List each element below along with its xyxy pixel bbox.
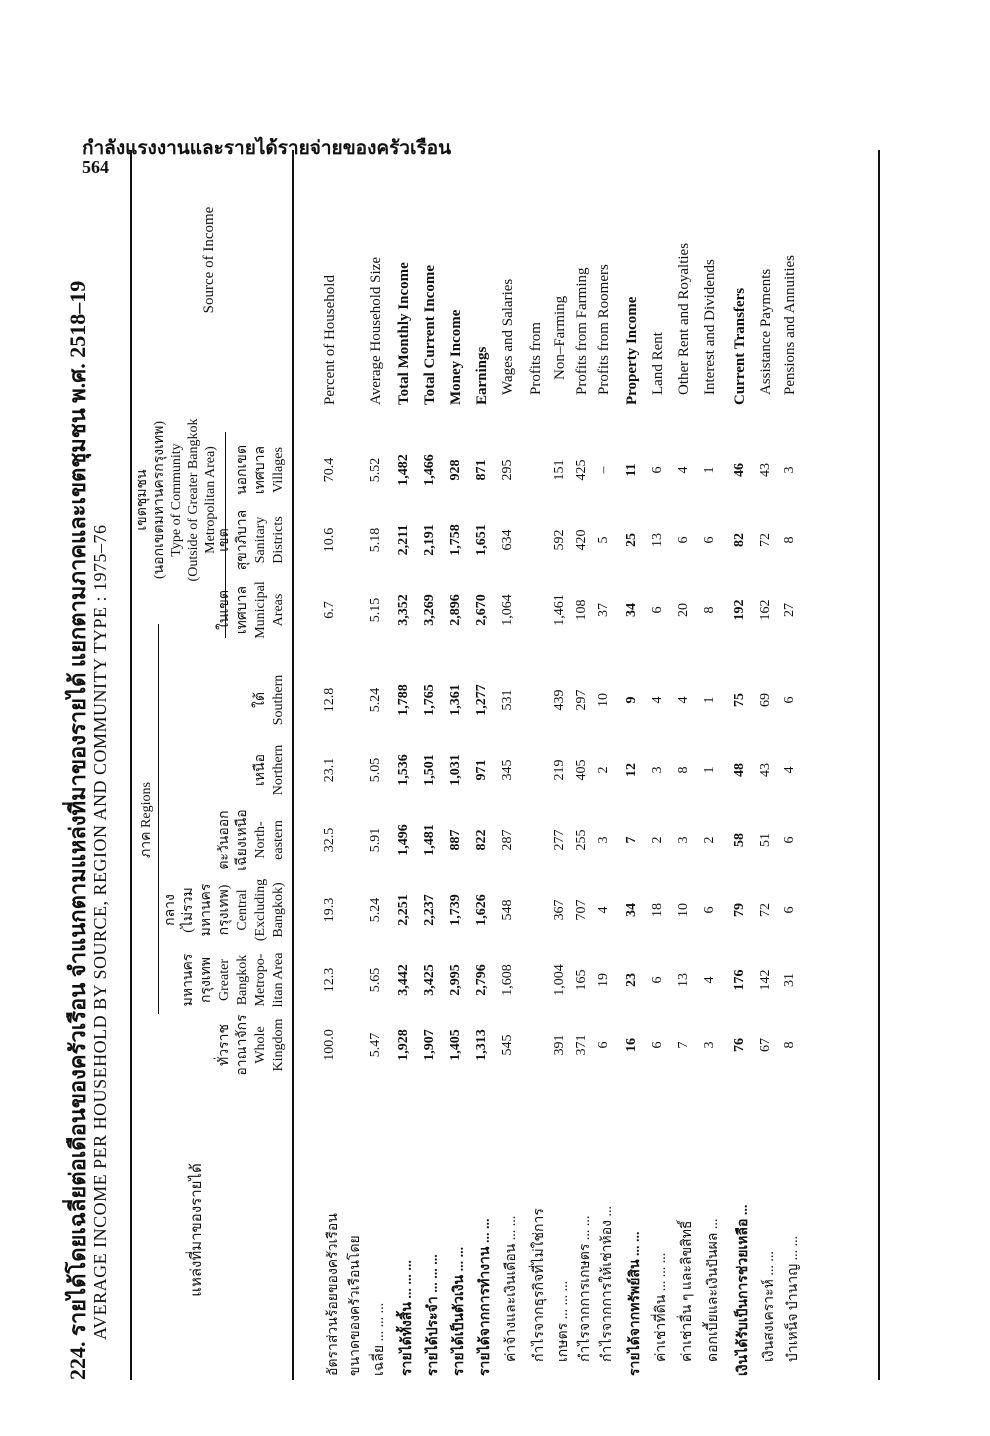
- row-label-english: Profits from: [528, 322, 544, 395]
- table-cell: 4: [702, 976, 717, 984]
- table-cell: 2,995: [448, 964, 463, 996]
- table-cell: 43: [758, 463, 773, 477]
- table-cell: 75: [732, 693, 747, 707]
- community-header-line: (นอกเขตมหานครกรุงเทพ): [152, 420, 167, 580]
- column-header-line: สุขาภิบาล: [235, 509, 250, 571]
- table-cell: 255: [574, 829, 589, 851]
- row-label-thai: รายได้เป็นตัวเงิน ... ...: [452, 1246, 467, 1376]
- table-cell: 3: [782, 466, 797, 474]
- column-header-line: Municipal: [253, 581, 268, 639]
- table-cell: 142: [758, 969, 773, 991]
- table-cell: 176: [732, 969, 747, 991]
- table-cell: 592: [552, 529, 567, 551]
- table-cell: 46: [732, 463, 747, 477]
- running-header: กำลังแรงงานและรายได้รายจ่ายของครัวเรือน: [82, 138, 452, 159]
- table-cell: 1,536: [396, 754, 411, 786]
- column-header-line: litan Area: [271, 952, 286, 1008]
- column-header-line: กลาง: [163, 894, 178, 926]
- table-cell: 19.3: [322, 897, 337, 923]
- table-cell: 1,788: [396, 684, 411, 716]
- table-cell: 1,739: [448, 894, 463, 926]
- row-label-english: Other Rent and Royalties: [676, 242, 692, 395]
- column-header-line: มหานคร: [199, 883, 214, 937]
- table-cell: 822: [474, 829, 489, 851]
- table-cell: 1: [702, 766, 717, 774]
- row-label-english: Interest and Dividends: [702, 259, 718, 395]
- table-cell: 6: [650, 606, 665, 614]
- row-label-english: Assistance Payments: [758, 268, 774, 395]
- table-cell: 5.18: [368, 527, 383, 553]
- table-cell: 1,277: [474, 684, 489, 716]
- table-cell: 16: [624, 1038, 639, 1052]
- table-cell: 2,237: [422, 894, 437, 926]
- table-cell: 5.15: [368, 597, 383, 623]
- table-cell: 6: [650, 466, 665, 474]
- column-header-line: เฉียงเหนือ: [235, 809, 250, 871]
- table-cell: 1,004: [552, 964, 567, 996]
- row-label-english: Non–Farming: [552, 295, 568, 380]
- row-label-english: Profits from Farming: [574, 267, 590, 395]
- row-label-thai: เฉลี่ย ... ... ...: [372, 1302, 387, 1376]
- table-cell: 4: [650, 696, 665, 704]
- row-label-thai: เงินสงเคราะห์ ... ...: [762, 1251, 777, 1362]
- row-label-thai: ค่าเช่าอื่น ๆ และลิขสิทธิ์: [680, 1220, 695, 1362]
- table-cell: 5.47: [368, 1032, 383, 1058]
- table-cell: 11: [624, 463, 639, 477]
- column-header-line: เทศบาล: [235, 585, 250, 635]
- row-label-thai: รายได้จากทรัพย์สิน ... ...: [628, 1231, 643, 1376]
- table-cell: 391: [552, 1034, 567, 1056]
- row-label-english: Property Income: [624, 296, 640, 405]
- table-cell: 971: [474, 759, 489, 781]
- column-header-line: กรุงเทพ): [217, 884, 232, 936]
- table-cell: 287: [500, 829, 515, 851]
- table-cell: 2,896: [448, 594, 463, 626]
- row-label-english: Earnings: [474, 346, 490, 405]
- table-cell: 1,907: [422, 1029, 437, 1061]
- table-cell: 58: [732, 833, 747, 847]
- column-header-line: (Excluding: [253, 878, 268, 942]
- row-label-thai: ค่าเช่าที่ดิน ... ... ...: [654, 1252, 669, 1362]
- table-cell: 2: [702, 836, 717, 844]
- column-header: [216, 1009, 288, 1081]
- table-cell: 371: [574, 1034, 589, 1056]
- column-header-line: Villages: [271, 447, 286, 493]
- column-header: [180, 944, 288, 1016]
- column-header-line: Southern: [271, 674, 286, 726]
- table-cell: 100.0: [322, 1029, 337, 1061]
- table-cell: 548: [500, 899, 515, 921]
- table-cell: 1,481: [422, 824, 437, 856]
- table-cell: 4: [676, 466, 691, 474]
- column-header-line: อาณาจักร: [235, 1014, 250, 1076]
- table-cell: 82: [732, 533, 747, 547]
- table-cell: 48: [732, 763, 747, 777]
- table-cell: 5.24: [368, 897, 383, 923]
- table-cell: 871: [474, 459, 489, 481]
- table-cell: 1,651: [474, 524, 489, 556]
- table-cell: 162: [758, 599, 773, 621]
- table-cell: 2,251: [396, 894, 411, 926]
- table-cell: 1,064: [500, 594, 515, 626]
- row-label-thai: รายได้จากการทำงาน ... ...: [478, 1218, 493, 1376]
- column-header-line: Bangkok: [235, 954, 250, 1006]
- column-header-line: Areas: [271, 593, 286, 627]
- table-cell: 76: [732, 1038, 747, 1052]
- table-cell: 7: [676, 1041, 691, 1049]
- table-cell: 12: [624, 763, 639, 777]
- table-cell: 72: [758, 903, 773, 917]
- table-cell: 6: [782, 906, 797, 914]
- table-cell: 6.7: [322, 601, 337, 619]
- table-cell: 32.5: [322, 827, 337, 853]
- table-cell: 6: [702, 906, 717, 914]
- regions-underline: [158, 624, 159, 1014]
- stub-header-english: Source of Income: [201, 206, 217, 314]
- table-cell: 72: [758, 533, 773, 547]
- column-header-line: eastern: [271, 820, 286, 860]
- table-cell: 6: [596, 1041, 611, 1049]
- row-label-thai: กำไรจากการเกษตร ... ...: [578, 1215, 593, 1362]
- table-cell: 5: [596, 536, 611, 544]
- column-header-line: เขต: [217, 528, 232, 552]
- table-cell: 8: [782, 1041, 797, 1049]
- column-header-line: ในเขต: [217, 590, 232, 630]
- row-label-thai: ค่าจ้างและเงินเดือน ... ...: [504, 1215, 519, 1362]
- column-header-line: North-: [253, 821, 268, 859]
- row-label-english: Wages and Salaries: [500, 278, 516, 395]
- table-cell: 10.6: [322, 527, 337, 553]
- table-cell: 2,796: [474, 964, 489, 996]
- column-header-line: เทศบาล: [253, 445, 268, 495]
- table-cell: 3: [702, 1041, 717, 1049]
- table-cell: 8: [782, 536, 797, 544]
- group-header-regions: ภาค Regions: [139, 782, 154, 858]
- row-label-english: Money Income: [448, 309, 464, 405]
- column-header: [162, 874, 288, 946]
- table-cell: 405: [574, 759, 589, 781]
- column-header-line: ทั่วราช: [217, 1024, 232, 1066]
- column-header-line: นอกเขต: [235, 445, 250, 495]
- table-title-th-text: รายได้โดยเฉลี่ยต่อเดือนของครัวเรือน จำแนกตามแหล่งที่มาของรายได้ แยกตามภาคและเขตชุมชน พ.ศ. 2518–19: [65, 280, 90, 1336]
- stub-header-thai: แหล่งที่มาของรายได้: [189, 1163, 205, 1297]
- column-header: [252, 734, 288, 806]
- column-header: [216, 574, 288, 646]
- row-label-thai: บำเหน็จ บำนาญ ... ...: [786, 1235, 801, 1362]
- row-label-thai: ดอกเบี้ยและเงินปันผล ...: [706, 1218, 721, 1362]
- table-cell: 27: [782, 603, 797, 617]
- row-label-thai: เกษตร ... ... ...: [556, 1280, 571, 1362]
- page-number: 564: [82, 157, 109, 177]
- row-label-thai: รายได้ประจำ ... ... ...: [426, 1254, 441, 1376]
- column-header-line: Kingdom: [271, 1018, 286, 1072]
- column-header: [216, 804, 288, 876]
- table-cell: 707: [574, 899, 589, 921]
- column-header-line: (ไม่รวม: [181, 887, 196, 933]
- community-header-line: (Outside of Greater Bangkok: [186, 418, 201, 582]
- row-label-english: Current Transfers: [732, 287, 748, 405]
- row-label-english: Percent of Household: [322, 275, 338, 405]
- table-cell: 70.4: [322, 457, 337, 483]
- table-cell: 20: [676, 603, 691, 617]
- table-cell: 3,352: [396, 594, 411, 626]
- column-header-line: เหนือ: [253, 754, 268, 786]
- table-cell: 1,482: [396, 454, 411, 486]
- table-cell: 297: [574, 689, 589, 711]
- table-cell: 1,928: [396, 1029, 411, 1061]
- table-cell: 3: [596, 836, 611, 844]
- table-cell: 295: [500, 459, 515, 481]
- table-cell: 4: [782, 766, 797, 774]
- column-header-line: ตะวันออก: [217, 810, 232, 870]
- column-header: [252, 664, 288, 736]
- table-cell: 69: [758, 693, 773, 707]
- rotated-table-page: [60, 140, 890, 1380]
- table-cell: 3,442: [396, 964, 411, 996]
- table-cell: 19: [596, 973, 611, 987]
- table-cell: 5.65: [368, 967, 383, 993]
- table-cell: 43: [758, 763, 773, 777]
- table-cell: 12.8: [322, 687, 337, 713]
- row-label-thai: เงินได้รับเป็นการช่วยเหลือ ...: [736, 1204, 751, 1376]
- table-cell: 1,466: [422, 454, 437, 486]
- table-cell: 928: [448, 459, 463, 481]
- table-cell: 1,758: [448, 524, 463, 556]
- table-cell: 531: [500, 689, 515, 711]
- table-cell: 277: [552, 829, 567, 851]
- table-cell: 67: [758, 1038, 773, 1052]
- table-cell: 1,405: [448, 1029, 463, 1061]
- table-cell: 1,461: [552, 594, 567, 626]
- table-cell: 887: [448, 829, 463, 851]
- table-cell: 2,670: [474, 594, 489, 626]
- column-header: [234, 434, 288, 506]
- table-cell: 34: [624, 603, 639, 617]
- community-header-line: เขตชุมชน: [135, 469, 150, 531]
- bottom-rule: [878, 150, 880, 1380]
- table-cell: 5.91: [368, 827, 383, 853]
- row-label-english: Average Household Size: [368, 256, 384, 405]
- column-header-line: ใต้: [253, 692, 268, 708]
- table-cell: 1,496: [396, 824, 411, 856]
- table-cell: 12.3: [322, 967, 337, 993]
- table-cell: 6: [702, 536, 717, 544]
- table-cell: 10: [676, 903, 691, 917]
- table-cell: 2: [650, 836, 665, 844]
- column-header-line: Central: [235, 889, 250, 931]
- table-cell: 4: [676, 696, 691, 704]
- table-cell: 10: [596, 693, 611, 707]
- column-header-line: Whole: [253, 1026, 268, 1064]
- table-cell: 25: [624, 533, 639, 547]
- table-cell: 634: [500, 529, 515, 551]
- table-cell: 5.05: [368, 757, 383, 783]
- table-cell: 165: [574, 969, 589, 991]
- table-cell: 1: [702, 696, 717, 704]
- table-cell: 34: [624, 903, 639, 917]
- table-cell: 8: [702, 606, 717, 614]
- table-cell: 18: [650, 903, 665, 917]
- column-header-line: Greater: [217, 959, 232, 1001]
- table-cell: 1,361: [448, 684, 463, 716]
- row-label-english: Pensions and Annuities: [782, 254, 798, 395]
- table-cell: 367: [552, 899, 567, 921]
- group-header-community: [134, 400, 219, 600]
- column-header-line: มหานคร: [181, 953, 196, 1007]
- table-cell: 13: [676, 973, 691, 987]
- table-cell: 439: [552, 689, 567, 711]
- table-cell: 3: [676, 836, 691, 844]
- community-underline: [225, 432, 226, 638]
- table-cell: 5.24: [368, 687, 383, 713]
- table-cell: 23.1: [322, 757, 337, 783]
- table-cell: 7: [624, 836, 639, 844]
- table-number: 224.: [65, 1341, 90, 1380]
- table-cell: 51: [758, 833, 773, 847]
- table-cell: 1,608: [500, 964, 515, 996]
- community-header-line: Metropolitan Area): [203, 446, 218, 554]
- row-label-english: Total Current Income: [422, 265, 438, 405]
- community-header-line: Type of Community: [169, 443, 184, 557]
- table-cell: 1,313: [474, 1029, 489, 1061]
- table-cell: 37: [596, 603, 611, 617]
- table-cell: 6: [650, 976, 665, 984]
- table-cell: 545: [500, 1034, 515, 1056]
- column-header-line: Sanitary: [253, 516, 268, 564]
- table-cell: 3,269: [422, 594, 437, 626]
- table-cell: 425: [574, 459, 589, 481]
- row-label-thai: รายได้ทั้งสิ้น ... ... ...: [400, 1260, 415, 1376]
- table-cell: –: [596, 466, 611, 474]
- row-label-english: Total Monthly Income: [396, 262, 412, 405]
- table-cell: 6: [782, 696, 797, 704]
- column-header-line: Bangkok): [271, 882, 286, 938]
- column-header: [216, 504, 288, 576]
- table-cell: 2,191: [422, 524, 437, 556]
- row-label-english: Land Rent: [650, 332, 666, 395]
- row-label-thai: กำไรจากการให้เช่าห้อง ...: [600, 1206, 615, 1362]
- table-cell: 345: [500, 759, 515, 781]
- table-cell: 1: [702, 466, 717, 474]
- column-header-line: Northern: [271, 744, 286, 796]
- table-cell: 1,765: [422, 684, 437, 716]
- top-rule: [130, 150, 132, 1380]
- table-cell: 8: [676, 766, 691, 774]
- column-header-line: กรุงเทพ: [199, 956, 214, 1004]
- table-cell: 31: [782, 973, 797, 987]
- table-cell: 151: [552, 459, 567, 481]
- table-cell: 6: [650, 1041, 665, 1049]
- table-cell: 219: [552, 759, 567, 781]
- column-header-line: Districts: [271, 516, 286, 564]
- table-cell: 5.52: [368, 457, 383, 483]
- table-cell: 79: [732, 903, 747, 917]
- table-cell: 6: [782, 836, 797, 844]
- table-cell: 9: [624, 696, 639, 704]
- table-title-english: AVERAGE INCOME PER HOUSEHOLD BY SOURCE, REGION AND COMMUNITY TYPE : 1975–76: [90, 524, 110, 1340]
- table-cell: 4: [596, 906, 611, 914]
- table-cell: 3: [650, 766, 665, 774]
- row-label-thai: กำไรจากธุรกิจที่ไม่ใช่การ: [532, 1208, 547, 1362]
- table-cell: 1,031: [448, 754, 463, 786]
- table-cell: 1,501: [422, 754, 437, 786]
- header-rule: [292, 150, 294, 1380]
- table-cell: 108: [574, 599, 589, 621]
- table-cell: 2: [596, 766, 611, 774]
- row-label-thai: อัตราส่วนร้อยของครัวเรือน: [326, 1213, 341, 1376]
- table-cell: 13: [650, 533, 665, 547]
- table-cell: 1,626: [474, 894, 489, 926]
- table-cell: 6: [676, 536, 691, 544]
- row-label-english: Profits from Roomers: [596, 264, 612, 395]
- column-header-line: Metropo-: [253, 953, 268, 1007]
- table-cell: 23: [624, 973, 639, 987]
- table-cell: 420: [574, 529, 589, 551]
- table-cell: 3,425: [422, 964, 437, 996]
- row-label-thai: ขนาดของครัวเรือนโดย: [348, 1235, 363, 1376]
- table-cell: 192: [732, 599, 747, 621]
- table-cell: 2,211: [396, 524, 411, 556]
